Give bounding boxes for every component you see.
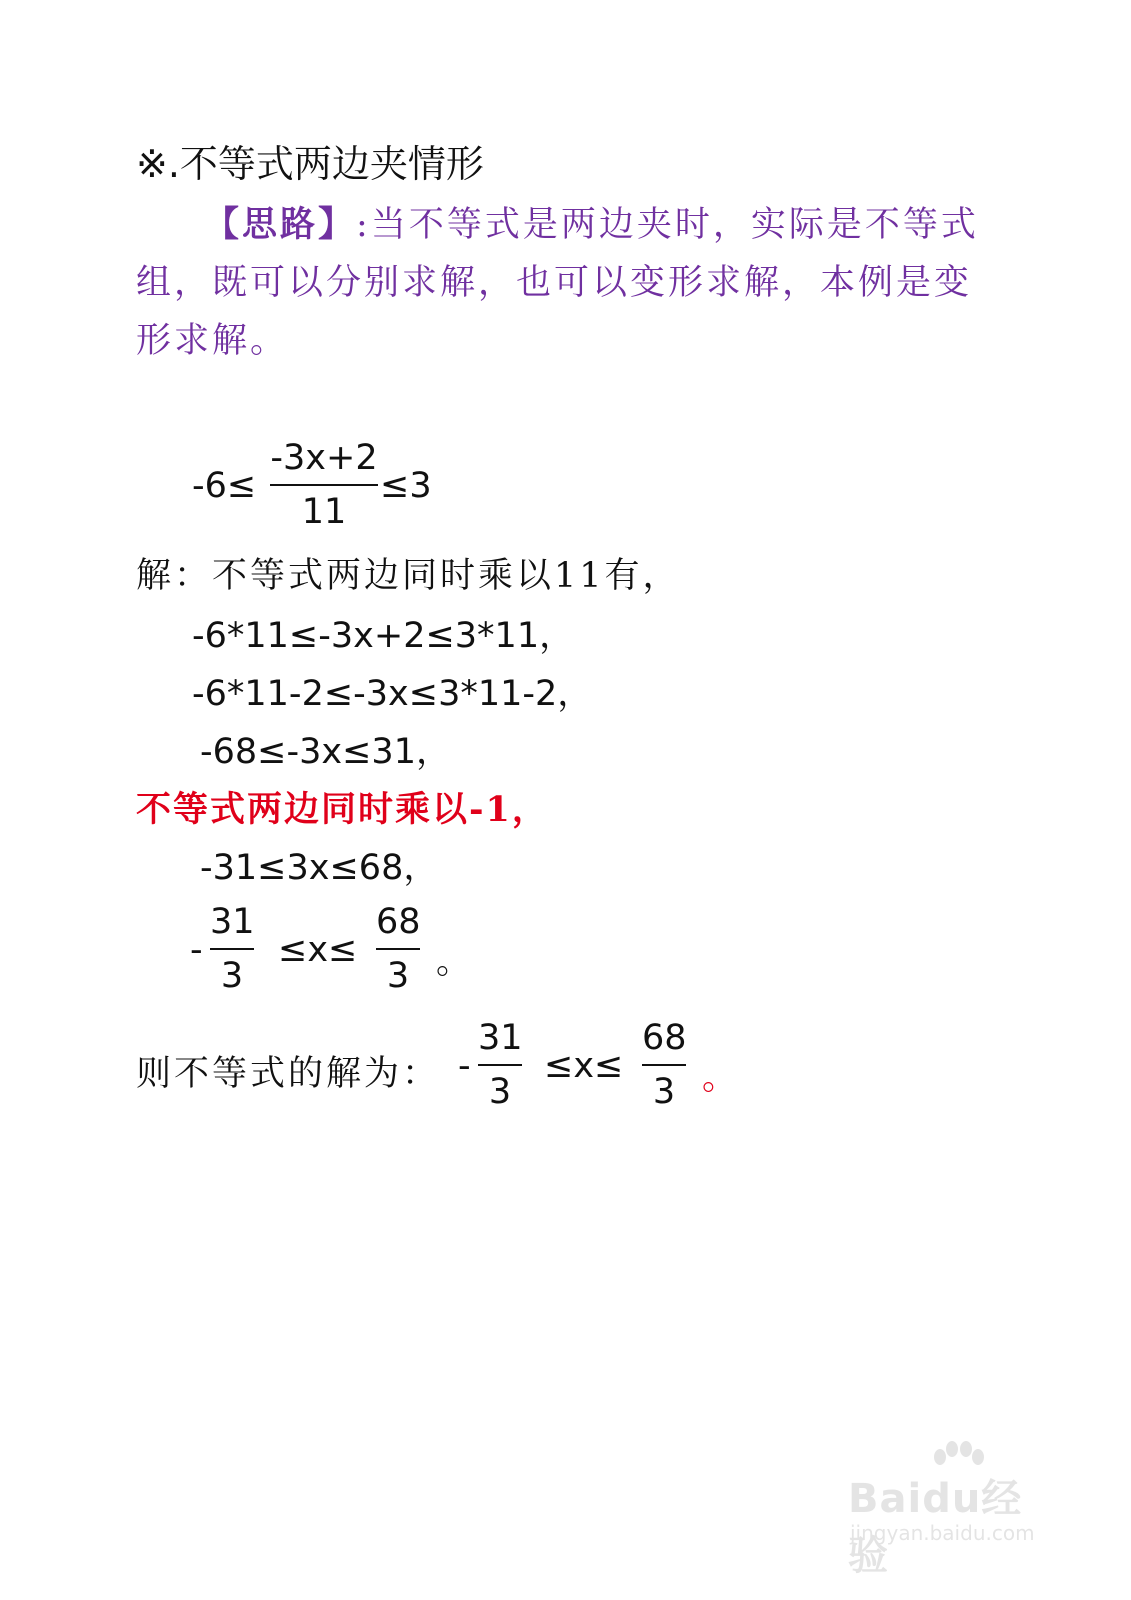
step5-left-fraction [210,900,254,998]
step5-middle: ≤x≤ [278,930,358,970]
section-title: ※.不等式两边夹情形 [136,142,484,186]
problem-numerator: -3x+2 [270,438,378,478]
solution-step-1: -6*11≤-3x+2≤3*11， [192,616,575,656]
step5-left-denominator: 3 [220,956,244,996]
conclusion-left-fraction [478,1016,522,1114]
idea-text: 当不等式是两边夹时，实际是不等式组，既可以分别求解，也可以变形求解，本例是变形求解。 [136,205,979,361]
step5-left-numerator: 31 [210,902,255,942]
solution-intro: 解：不等式两边同时乘以11有， [136,556,681,596]
fraction-bar [642,1064,686,1066]
conclusion-right-fraction [642,1016,686,1114]
conclusion-left-denominator: 3 [488,1072,512,1112]
idea-paragraph [136,196,986,370]
conclusion-right-numerator: 68 [642,1018,687,1058]
step5-end: 。 [436,942,472,982]
step5-right-numerator: 68 [376,902,421,942]
idea-colon: : [356,205,371,245]
conclusion-minus: - [458,1046,471,1086]
conclusion-right-denominator: 3 [652,1072,676,1112]
watermark-site: jingyan.baidu.com [850,1521,1035,1545]
fraction-bar [376,948,420,950]
problem-denominator: 11 [301,492,347,532]
problem-fraction [270,436,378,534]
step5-minus: - [190,930,203,970]
solution-step-3: -68≤-3x≤31， [200,732,451,772]
idea-label: 【思路】 [204,204,357,245]
fraction-bar [210,948,254,950]
fraction-bar [478,1064,522,1066]
fraction-bar [270,484,378,486]
problem-left: -6≤ [192,466,257,506]
solution-step-4: -31≤3x≤68， [200,848,439,888]
step5-right-fraction [376,900,420,998]
solution-note: 不等式两边同时乘以-1， [136,789,549,830]
conclusion-label: 则不等式的解为： [136,1054,441,1094]
conclusion-end: 。 [702,1058,738,1098]
baidu-watermark [848,1445,1058,1579]
conclusion-left-numerator: 31 [478,1018,523,1058]
conclusion-middle: ≤x≤ [544,1046,624,1086]
problem-right: ≤3 [380,466,432,506]
watermark-brand: Baidu经验 [848,1476,1023,1579]
solution-step-2: -6*11-2≤-3x≤3*11-2， [192,674,593,714]
step5-right-denominator: 3 [386,956,410,996]
